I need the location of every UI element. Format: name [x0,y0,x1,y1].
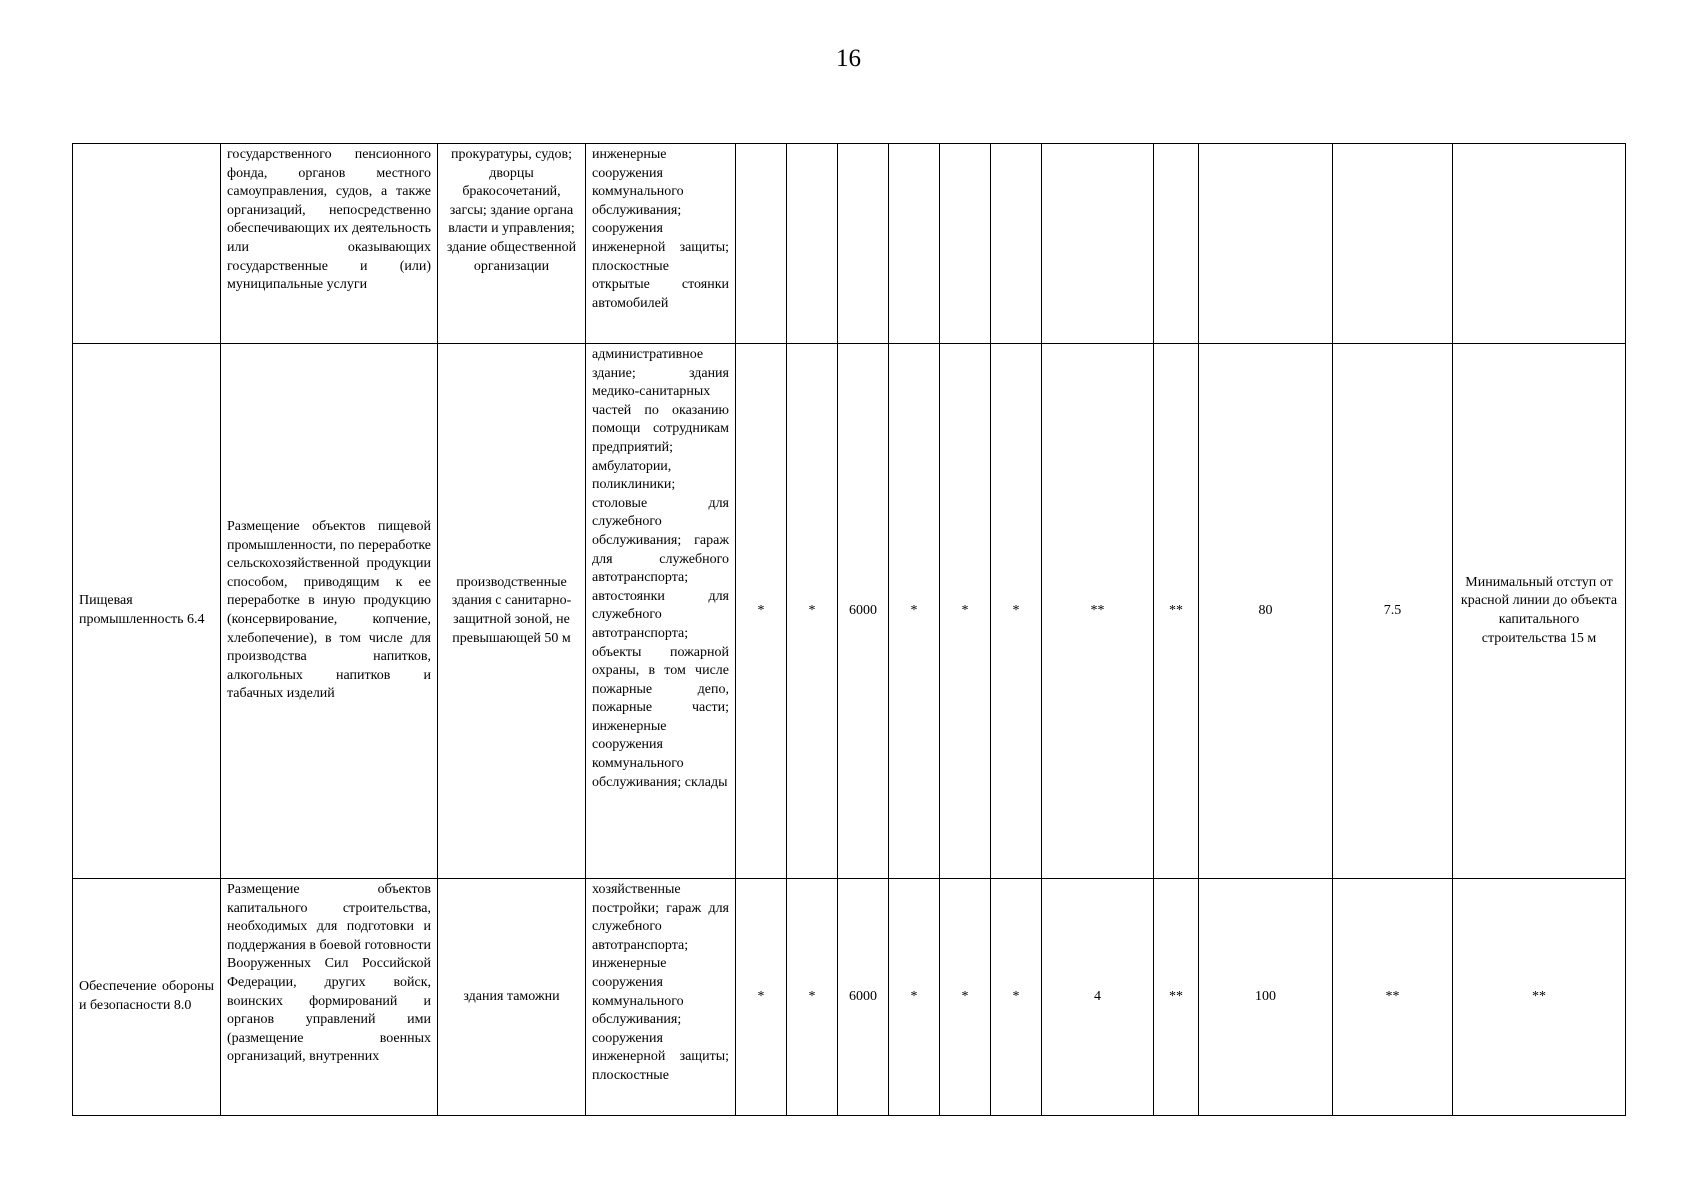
auxiliary-use-cell: административное здание; здания медико-санитарных частей по оказанию помощи сотрудникам предприятий; амбулатории, поликлиники; столовые для служебного обслуживания; гараж для служебного автотранспорта; автостоянки для служебного автотранспорта; объекты пожарной охраны, в том числе пожарные депо, пожарные части; инженерные сооружения коммунального обслуживания; склады [586,344,736,879]
param-cell-5: * [940,879,991,1116]
param-cell-6: * [991,879,1042,1116]
param-cell-6 [991,144,1042,344]
param-cell-10: 7.5 [1333,344,1453,879]
param-cell-9 [1199,144,1333,344]
param-cell-7 [1042,144,1154,344]
param-cell-5: * [940,344,991,879]
param-cell-8 [1154,144,1199,344]
zoning-regulations-table [72,143,1626,1116]
param-cell-7: 4 [1042,879,1154,1116]
land-use-description-cell: Размещение объектов капитального строительства, необходимых для подготовки и поддержания в боевой готовности Вооруженных Сил Российской Федерации, других войск, воинских формирований и органов управлений ими (размещение военных организаций, внутренних [221,879,438,1116]
param-cell-2 [787,144,838,344]
auxiliary-use-cell: хозяйственные постройки; гараж для служебного автотранспорта; инженерные сооружения коммунального обслуживания; сооружения инженерной защиты; плоскостные [586,879,736,1116]
param-cell-3 [838,144,889,344]
land-use-name-cell [73,144,221,344]
param-cell-10: ** [1333,879,1453,1116]
param-cell-5 [940,144,991,344]
auxiliary-use-cell: инженерные сооружения коммунального обслуживания; сооружения инженерной защиты; плоскостные открытые стоянки автомобилей [586,144,736,344]
land-use-description-cell: государственного пенсионного фонда, органов местного самоуправления, судов, а также организаций, непосредственно обеспечивающих их деятельность или оказывающих государственные и (или) муниципальные услуги [221,144,438,344]
param-cell-11 [1453,144,1626,344]
main-use-cell: производственные здания с санитарно-защитной зоной, не превышающей 50 м [438,344,586,879]
param-cell-2: * [787,879,838,1116]
param-cell-8: ** [1154,344,1199,879]
param-cell-11: ** [1453,879,1626,1116]
param-cell-6: * [991,344,1042,879]
main-use-cell: здания таможни [438,879,586,1116]
param-cell-9: 80 [1199,344,1333,879]
table-row [73,879,1626,1116]
param-cell-1 [736,144,787,344]
land-use-name-cell: Обеспечение обороны и безопасности 8.0 [73,879,221,1116]
param-cell-4: * [889,879,940,1116]
param-cell-4 [889,144,940,344]
param-cell-8: ** [1154,879,1199,1116]
param-cell-10 [1333,144,1453,344]
param-cell-11: Минимальный отступ от красной линии до объекта капитального строительства 15 м [1453,344,1626,879]
land-use-name-cell: Пищевая промышленность 6.4 [73,344,221,879]
table-row [73,144,1626,344]
param-cell-7: ** [1042,344,1154,879]
param-cell-3: 6000 [838,344,889,879]
table-row [73,344,1626,879]
param-cell-9: 100 [1199,879,1333,1116]
param-cell-3: 6000 [838,879,889,1116]
main-use-cell: прокуратуры, судов; дворцы бракосочетаний, загсы; здание органа власти и управления; здание общественной организации [438,144,586,344]
param-cell-4: * [889,344,940,879]
param-cell-1: * [736,344,787,879]
page-number: 16 [836,45,861,72]
param-cell-2: * [787,344,838,879]
land-use-description-cell: Размещение объектов пищевой промышленности, по переработке сельскохозяйственной продукции способом, приводящим к ее переработке в иную продукцию (консервирование, копчение, хлебопечение), в том числе для производства напитков, алкогольных напитков и табачных изделий [221,344,438,879]
param-cell-1: * [736,879,787,1116]
